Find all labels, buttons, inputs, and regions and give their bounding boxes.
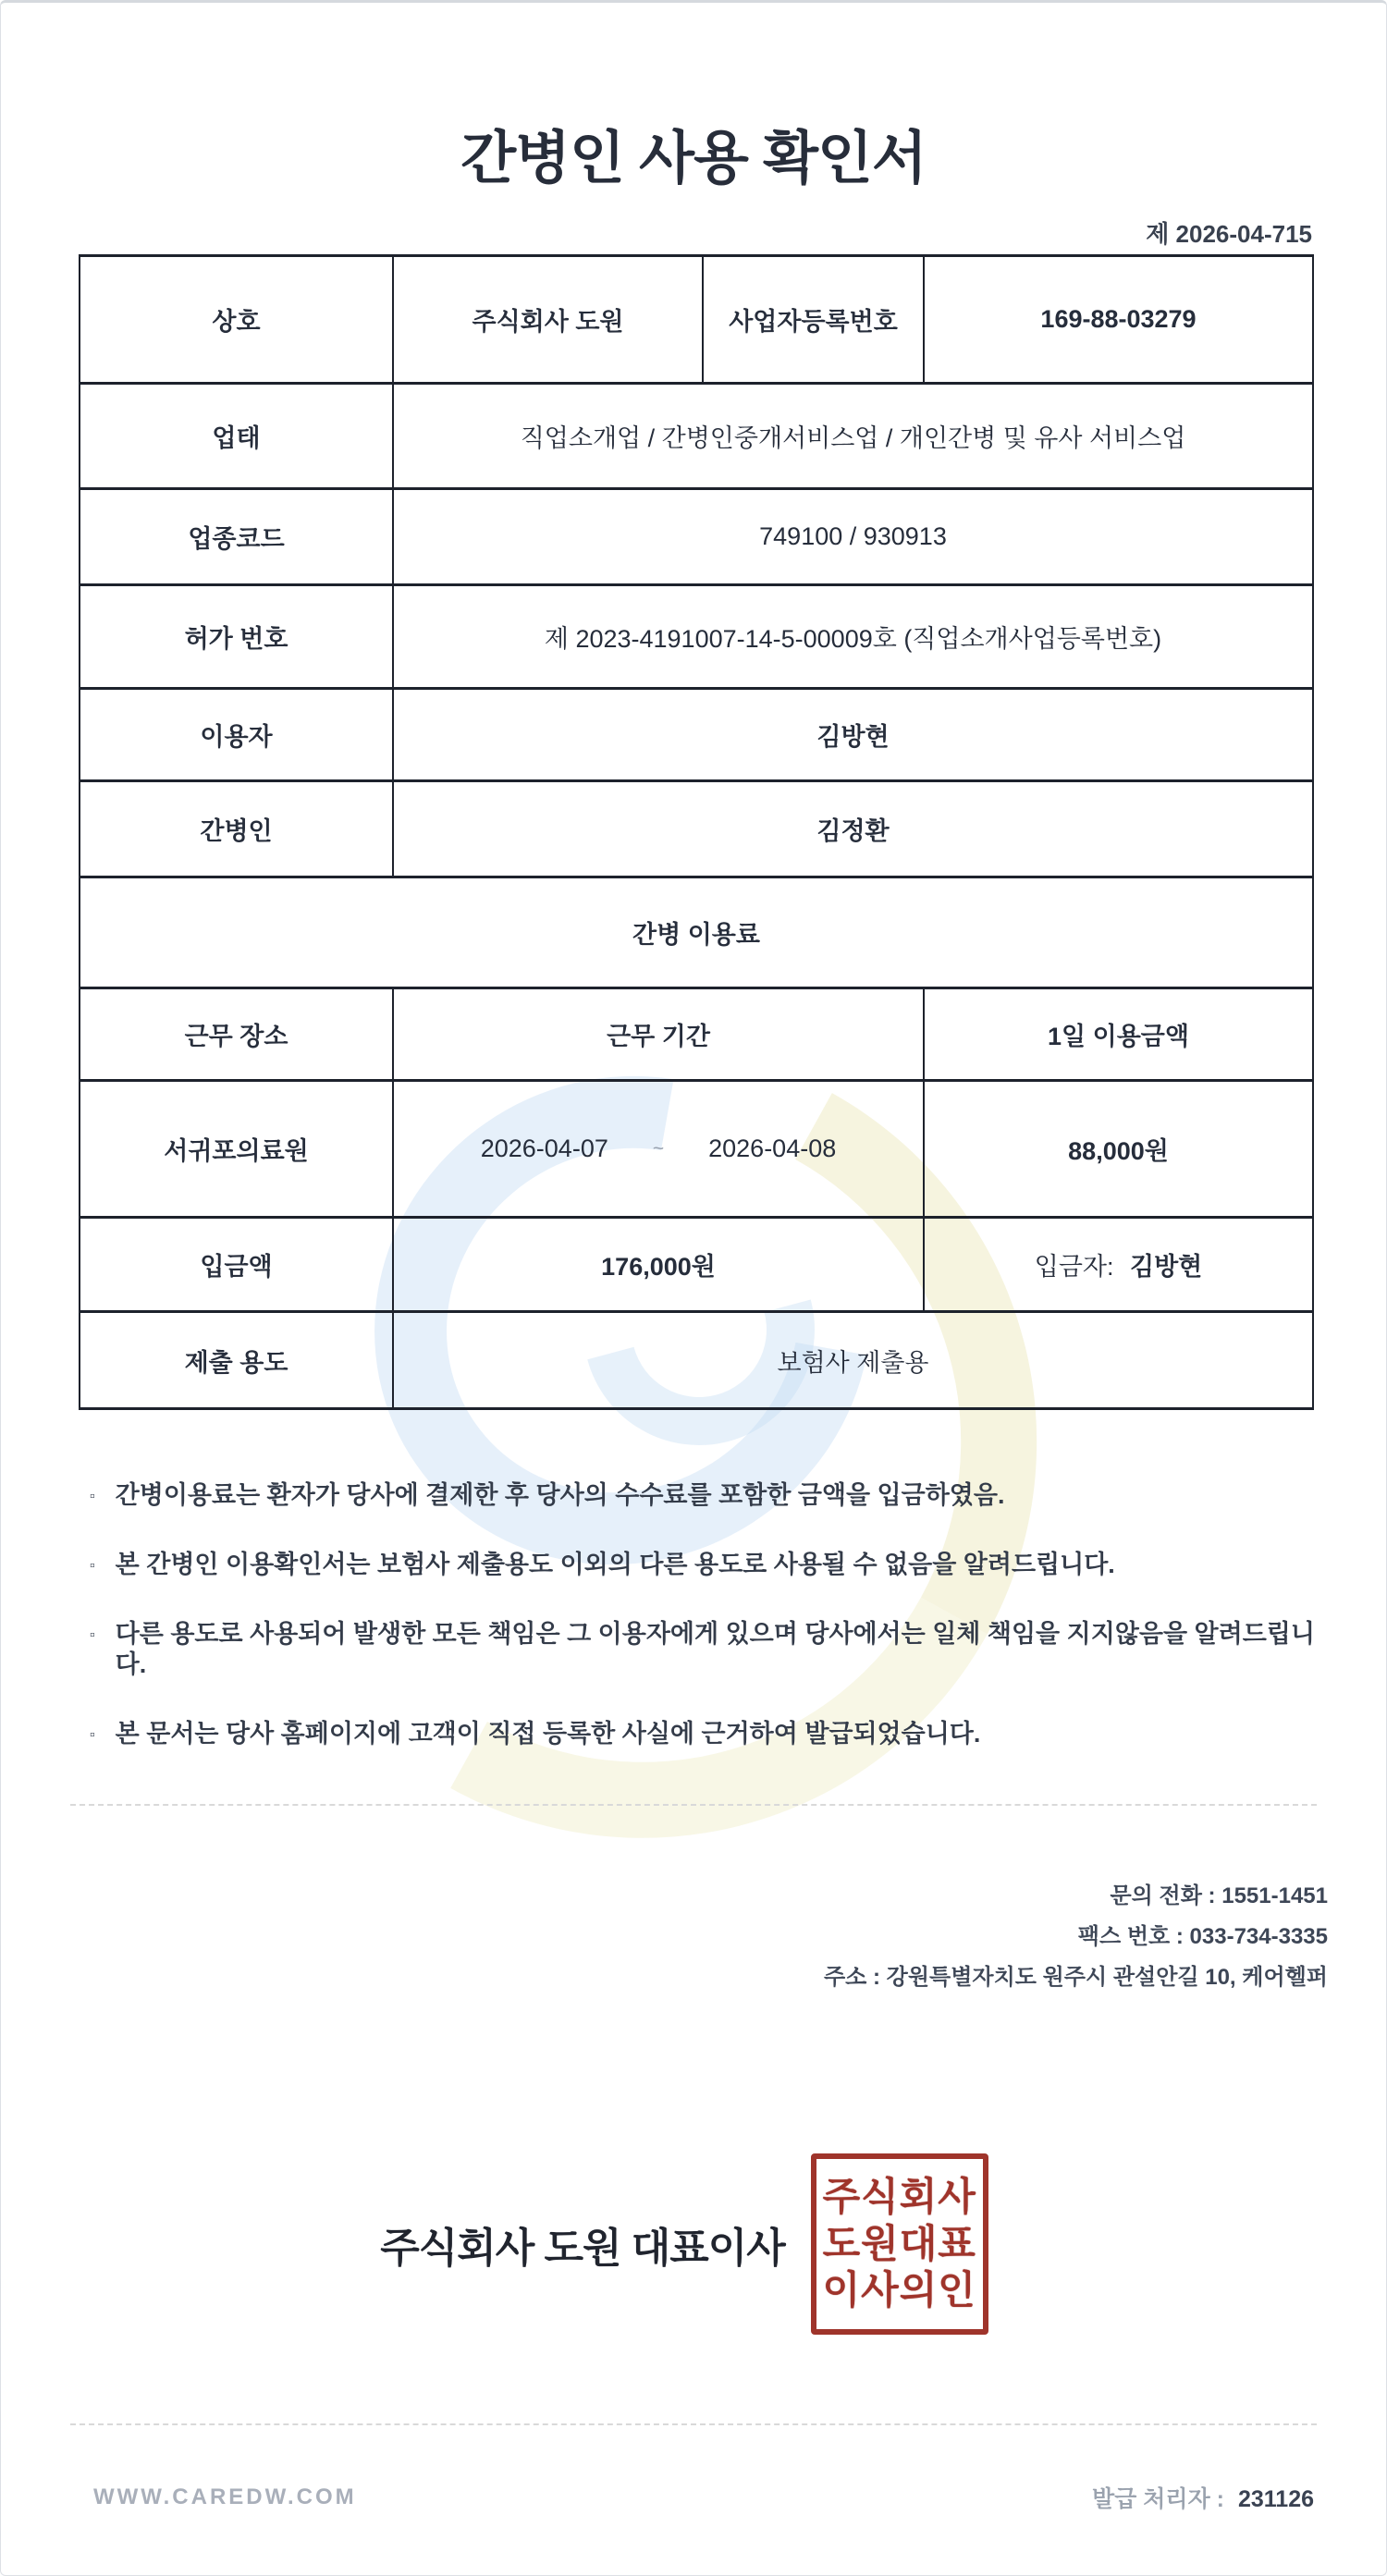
- row-label: 간병인: [80, 781, 393, 877]
- square-bullet-icon: ▫: [90, 1626, 95, 1643]
- user-name-value: 김방현: [393, 689, 1313, 781]
- tilde-separator: ~: [652, 1137, 665, 1159]
- row-label: 이용자: [80, 689, 393, 781]
- square-bullet-icon: ▫: [90, 1727, 95, 1743]
- row-label: 상호: [80, 256, 393, 384]
- table-row-fee-headers: [80, 988, 1313, 1081]
- table-row-industry-code: [80, 489, 1313, 585]
- row-label: 허가 번호: [80, 585, 393, 689]
- seal-line: 주식회사: [822, 2175, 976, 2219]
- row-label: 업태: [80, 384, 393, 489]
- corporate-seal-stamp-icon: [811, 2153, 988, 2335]
- signature-row: [0, 2146, 1377, 2342]
- note-item: [90, 1480, 1319, 1512]
- table-row-user: [80, 689, 1313, 781]
- table-row-fee-data: [80, 1081, 1313, 1218]
- period-end: 2026-04-08: [708, 1135, 837, 1162]
- note-item: [90, 1619, 1319, 1682]
- depositor-cell: [924, 1218, 1313, 1312]
- workplace-value: 서귀포의료원: [80, 1081, 393, 1218]
- square-bullet-icon: ▫: [90, 1489, 95, 1504]
- business-type-value: 직업소개업 / 간병인중개서비스업 / 개인간병 및 유사 서비스업: [393, 384, 1313, 489]
- seal-line: 이사의인: [822, 2268, 976, 2312]
- col-header-daily-fee: 1일 이용금액: [924, 988, 1313, 1081]
- issuer-info: [1092, 2481, 1314, 2514]
- table-row-business-type: [80, 384, 1313, 489]
- company-info-table: [79, 254, 1314, 1410]
- period-cell: [393, 1081, 924, 1218]
- contact-fax: 팩스 번호 : 033-734-3335: [1077, 1924, 1328, 1949]
- seal-line: 도원대표: [822, 2221, 976, 2265]
- square-bullet-icon: ▫: [90, 1557, 95, 1574]
- note-text: 간병이용료는 환자가 당사에 결제한 후 당사의 수수료를 포함한 금액을 입금하였음.: [115, 1481, 1005, 1509]
- page-title: 간병인 사용 확인서: [460, 127, 927, 190]
- contact-block: [824, 1876, 1328, 1998]
- purpose-value: 보험사 제출용: [393, 1312, 1313, 1409]
- note-text: 본 문서는 당사 홈페이지에 고객이 직접 등록한 사실에 근거하여 발급되었습니다.: [115, 1720, 981, 1748]
- table-row-company: [80, 256, 1313, 384]
- depositor-label: 입금자:: [1034, 1253, 1114, 1281]
- note-item: [90, 1550, 1319, 1581]
- period-start: 2026-04-07: [480, 1135, 608, 1162]
- table-row-fee-section-title: [80, 877, 1313, 988]
- row-label: 업종코드: [80, 489, 393, 585]
- issuer-value: 231126: [1237, 2486, 1314, 2512]
- depositor-name: 김방현: [1130, 1253, 1203, 1281]
- dashed-divider: [70, 1804, 1317, 1806]
- row-label-deposit: 입금액: [80, 1218, 393, 1312]
- business-number-value: 169-88-03279: [924, 256, 1313, 384]
- table-row-license-no: [80, 585, 1313, 689]
- company-signature-text: 주식회사 도원 대표이사: [380, 2226, 785, 2271]
- notes-list: [90, 1480, 1319, 1788]
- footer: [93, 2481, 1314, 2514]
- website-text: WWW.CAREDW.COM: [93, 2484, 357, 2509]
- license-number-value: 제 2023-4191007-14-5-00009호 (직업소개사업등록번호): [393, 585, 1313, 689]
- table-row-purpose: [80, 1312, 1313, 1409]
- note-text: 다른 용도로 사용되어 발생한 모든 책임은 그 이용자에게 있으며 당사에서는 일체 책임을 지지않음을 알려드립니다.: [115, 1619, 1315, 1679]
- contact-address: 주소 : 강원특별자치도 원주시 관설안길 10, 케어헬퍼: [823, 1965, 1328, 1990]
- company-name-value: 주식회사 도원: [393, 256, 703, 384]
- note-item: [90, 1719, 1319, 1750]
- daily-fee-value: 88,000원: [924, 1081, 1313, 1218]
- row-label-purpose: 제출 용도: [80, 1312, 393, 1409]
- fee-section-title: 간병 이용료: [80, 877, 1313, 988]
- deposit-amount-value: 176,000원: [393, 1218, 924, 1312]
- table-row-deposit: [80, 1218, 1313, 1312]
- issuer-label: 발급 처리자 :: [1092, 2486, 1224, 2512]
- table-row-caregiver: [80, 781, 1313, 877]
- row-label-business-no: 사업자등록번호: [703, 256, 924, 384]
- industry-code-value: 749100 / 930913: [393, 489, 1313, 585]
- dashed-divider: [70, 2423, 1317, 2425]
- note-text: 본 간병인 이용확인서는 보험사 제출용도 이외의 다른 용도로 사용될 수 없음을 알려드립니다.: [115, 1550, 1115, 1578]
- col-header-workplace: 근무 장소: [80, 988, 393, 1081]
- col-header-period: 근무 기간: [393, 988, 924, 1081]
- caregiver-name-value: 김정환: [393, 781, 1313, 877]
- contact-phone: 문의 전화 : 1551-1451: [1110, 1883, 1328, 1908]
- document-number: 제 2026-04-715: [1146, 220, 1312, 248]
